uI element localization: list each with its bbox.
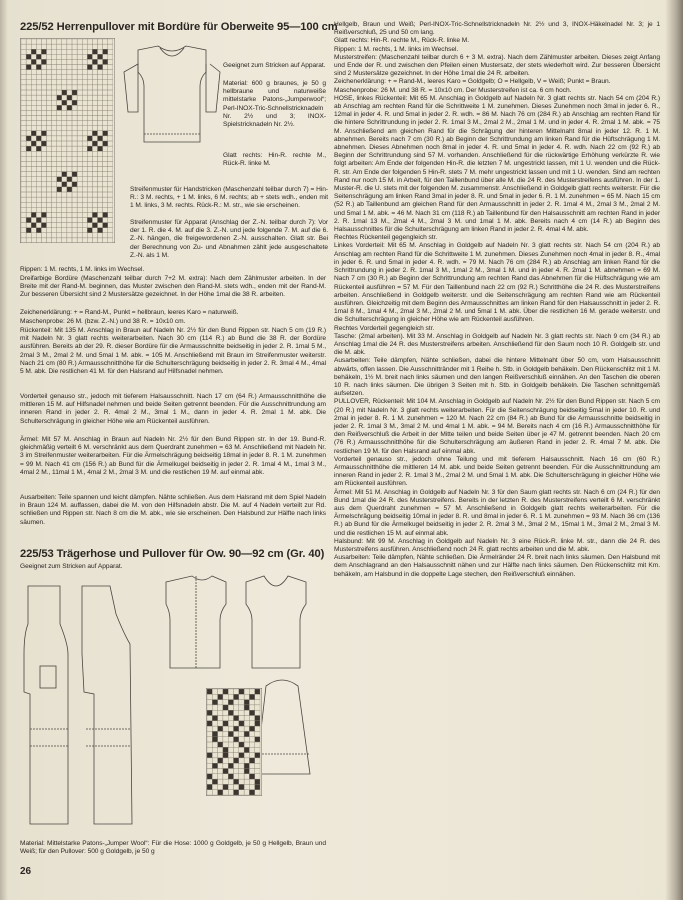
chart-cell xyxy=(255,784,260,789)
chart-cell xyxy=(207,689,212,694)
chart-cell xyxy=(218,694,223,699)
chart-cell xyxy=(239,753,244,758)
chart-cell xyxy=(92,141,97,146)
chart-cell xyxy=(228,763,233,768)
section1-material: Material: 600 g braunes, je 50 g hellbraune und naturweiße mittelstarke Patons-„Jumperwool“; Perl-INOX-Tric-Schnellstricknadeln Nr. 2½ und 3; INOX-Spielstricknadeln Nr. 2½. xyxy=(223,80,326,129)
section2-intro: Geeignet zum Stricken auf Apparat. xyxy=(20,563,123,570)
sweater-schematic xyxy=(120,42,225,154)
chart-cell xyxy=(103,49,108,54)
chart-cell xyxy=(207,774,212,779)
chart-cell xyxy=(103,59,108,64)
chart-cell xyxy=(36,228,41,233)
chart-cell xyxy=(103,223,108,228)
page-number: 26 xyxy=(20,866,32,877)
chart-cell xyxy=(41,212,46,217)
chart-cell xyxy=(26,228,31,233)
chart-cell xyxy=(31,141,36,146)
chart-cell xyxy=(92,49,97,54)
chart-cell xyxy=(218,790,223,795)
chart-cell xyxy=(62,172,67,177)
chart-cell xyxy=(67,105,72,110)
chart-cell xyxy=(103,141,108,146)
chart-cell xyxy=(87,218,92,223)
chart-cell xyxy=(87,65,92,70)
chart-cell xyxy=(239,784,244,789)
chart-cell xyxy=(234,716,239,721)
border-stitch-chart xyxy=(20,38,115,243)
chart-cell xyxy=(255,716,260,721)
chart-cell xyxy=(223,705,228,710)
chart-cell xyxy=(36,65,41,70)
chart-cell xyxy=(234,694,239,699)
overall-schematic xyxy=(20,574,330,839)
section-title-225-53: 225/53 Trägerhose und Pullover für Ow. 90—92 cm (Gr. 40) xyxy=(20,548,325,560)
chart-cell xyxy=(255,753,260,758)
section1-rippen: Rippen: 1 M. rechts, 1 M. links im Wechsel. xyxy=(20,266,145,273)
chart-cell xyxy=(244,731,249,736)
sweater-schematic-drawing xyxy=(120,42,225,154)
border-stitch-chart-grid xyxy=(20,38,115,243)
chart-cell xyxy=(228,700,233,705)
section1-rueckenteil: Rückenteil: Mit 135 M. Anschlag in Braun auf Nadeln Nr. 2½ für den Bund Rippen str. Nach 5 cm (19 R.) mit Nadeln Nr. 3 glatt rechts weiterarbeiten. Nach 30 cm (114 R.) ab Bund die 38 R. der Bordüre ausführen. Bereits ab der 29. R. dieser Bordüre für die Armausschnitte beidseitig in jeder 2. R. 1mal 5 M., 2mal 3 M., 2mal 2 M. und 5mal 1 M. abk. = 105 M. Anschließend mit Braun im Streifenmuster weiterstr. Nach 21 cm (80 R.) Armausschnitthöhe für die Schulterschrägung beidseitig in jeder 2. R. 3mal 4 M., 4mal 5 M. abk. Die restlichen 41 M. für den Halsrand auf Hilfsnadel nehmen. xyxy=(20,327,326,376)
chart-cell xyxy=(103,212,108,217)
chart-cell xyxy=(31,223,36,228)
chart-cell xyxy=(92,212,97,217)
section1-streifen-apparat: Streifenmuster für Apparat (Anschlag der Z.-N. teilbar durch 7): Vor der 1. R. die 4. M. auf die 3. Z.-N. und jede folgende 7. M. auf die 6. Z.-N. hängen, die freigewordenen Z.-N. ausschalten. Glatt str. Bei der Berechnung von Zu- und Abnahmen zählt jede ausgeschaltete Z.-N. als 1 M. xyxy=(130,219,328,259)
chart-cell xyxy=(212,731,217,736)
chart-cell xyxy=(31,49,36,54)
chart-cell xyxy=(249,726,254,731)
chart-cell xyxy=(207,721,212,726)
section2-material: Material: Mittelstarke Patons-„Jumper Wool“: Für die Hose: 1000 g Goldgelb, je 50 g Hellgelb, Braun und Weiß; für den Pullover: 500 g Goldgelb, je 50 g xyxy=(20,840,326,856)
chart-cell xyxy=(207,784,212,789)
chart-cell xyxy=(62,100,67,105)
chart-cell xyxy=(57,177,62,182)
chart-cell xyxy=(67,187,72,192)
chart-cell xyxy=(26,54,31,59)
chart-cell xyxy=(228,710,233,715)
chart-cell xyxy=(62,90,67,95)
right-column-text: Hellgelb, Braun und Weiß; Perl-INOX-Tric-Schnellstricknadeln Nr. 2½ und 3, INOX-Häkelnadel Nr. 3; je 1 Reißverschluß, 25 und 50 cm lang. Glatt rechts: Hin-R. rechte M., Rück-R. linke M. Rippen: 1 M. rechts, 1 M. links im Wechsel. Musterstreifen: (Maschenzahl teilbar durch 6 + 3 M. extra). Nach dem Zählmuster arbeiten. Dieses zeigt Anfang und Ende der R. und zwischen den Pfeilen einen Mustersatz, der stets wiederholt wird. Zur besseren Übersicht sind 2 Mustersätze gezeichnet. In der Höhe 1mal die 24 R. arbeiten. Zeichenerklärung: + = Rand-M., leeres Karo = Goldgelb; O = Hellgelb, V = Weiß; Punkt = Braun. Maschenprobe: 26 M. und 38 R. = 10x10 cm. Der Musterstreifen ist ca. 6 cm hoch. HOSE, linkes Rückenteil: Mit 65 M. Anschlag in Goldgelb auf Nadeln Nr. 3 glatt rechts str. Nach 54 cm (204 R.) ab Anschlag am rechten Rand für die Schrittweite 1 M. zunehmen. Dieses Zunehmen noch 3mal in jeder 6. R., 12mal in jeder 4. R. und 5mal in jeder 2. R. wdh. = 86 M. Nach 76 cm (284 R.) ab Anschlag am rechten Rand für die hintere Schrittrundung in jeder 2. R. 1mal 3 M., 2mal 2 M., 2mal 1 M. und in jeder 4. R. 2mal 1 M. abk. = 75 M. Anschließend am gleichen Rand für die Schrägung der hinteren Mittelnaht 8mal in jeder 12. R. 1 M. abnehmen. Bereits nach 7 cm (30 R.) ab Beginn der Schrittrundung am linken Rand für die Hüftschrägung 1 M. abnehmen. Dieses Abnehmen noch 8mal in jeder 4. R. und 5mal in jeder 4. R. wdh. Nach 22 cm (92 R.) ab Beginn der Schrittrundung sind 57 M. vorhanden. Anschließend für die rückwärtige Erhöhung verkürzte R. wie folgt arbeiten: Am Ende der folgenden Hin-R. die letzten 7 M. ungestrickt lassen, mit 1 U. wenden und die Rück-R. str. Am Ende der folgenden 5 Hin-R. stets 7 M. mehr ungestrickt lassen und mit 1 U. wenden. Sind am rechten Rand nur noch 15 M. in Arbeit, für den Taillenbund über alle M. die 24 R. des Musterstreifens ausführen. In der 1. Muster-R. die U. stets mit der folgenden M. zusammenstr. Anschließend in Goldgelb glatt rechts weiterstr. Für die Seitenschrägung am linken Rand 3mal in jeder 8. R. und 5mal in jeder 6. R. 1 M. zunehmen = 65 M. Nach 15 cm (52 R.) ab Taillenbund am gleichen Rand für den Armausschnitt in jeder 2. R. 1mal 4 M., 2mal 3 M., 2mal 2 M. und 5mal 1 M. abk. = 46 M. Nach 31 cm (118 R.) ab Taillenbund für den Halsausschnitt am rechten Rand in jeder 2. R. 1mal 13 M., 2mal 4 M., 2mal 3 M. und 1mal 1 M. abk. Bereits nach 4 cm (14 R.) ab Beginn des Halsausschnittes für die Schulterschrägung am linken Rand in jeder 2. R. 4mal 4 M. abk. Rechtes Rückenteil gegengleich str. Linkes Vorderteil: Mit 65 M. Anschlag in Goldgelb auf Nadeln Nr. 3 glatt rechts str. Nach 54 cm (204 R.) ab Anschlag am rechten Rand für die Schrittweite 1 M. zunehmen. Dieses Zunehmen noch 4mal in jeder 8. R., 4mal in jeder 6. R. und 5mal in jeder 4. R. wdh. = 79 M. Nach 76 cm (284 R.) ab Anschlag am linken Rand für die Schrittrundung in jeder 2. R. 1mal 3 M., 1mal 2 M., 3mal 1 M. und in jeder 4. R. 2mal 1 M. abnehmen = 69 M. Nach 7 cm (30 R.) ab Beginn der Schrittrundung am rechten Rand das Abnehmen für die Hüftschrägung wie am Rückenteil ausführen = 57 M. Für den Taillenbund nach 22 cm (92 R.) Schritthöhe die 24 R. des Musterstreifens arbeiten. Anschließend in Goldgelb weiterstr. und die Seitenschrägung am rechten Rand wie am Rückenteil ausführen. Gleichzeitig mit dem Beginn des Armausschnittes am linken Rand für den Halsausschnitt in jeder 2. R. 1mal 8 M., 1mal 4 M., 2mal 3 M., 2mal 2 M. und 5mal 1 M. abk. Über die restlichen 16 M. gerade weiterstr. und die Schulterschrägung in gleicher Höhe wie am Rückenteil ausführen. Rechtes Vorderteil gegengleich str. Tasche: (2mal arbeiten). Mit 33 M. Anschlag in Goldgelb auf Nadeln Nr. 3 glatt rechts str. Nach 9 cm (34 R.) ab Anschlag 1mal die 24 R. des Musterstreifens arbeiten. Anschließend für den Saum noch 10 R. Goldgelb str. und die M. abk. Ausarbeiten: Teile dämpfen, Nähte schließen, dabei die hintere Mittelnaht über 50 cm, vom Halsausschnitt abwärts, offen lassen. Die Ausschnittränder mit 1 Reihe h. Stb. in Goldgelb behäkeln. Den Rückenschlitz mit 1 M. behäkeln, 1½ M. breit nach links säumen und den langen Reißverschluß einnähen. An den Taschen die oberen 10 R. nach links säumen. Die übrigen 3 Seiten mit h. Stb. in Goldgelb behäkeln. Die Taschen schnittgemäß aufsetzen. PULLOVER, Rückenteil: Mit 104 M. Anschlag in Goldgelb auf Nadeln Nr. 2½ für den Bund Rippen str. Nach 5 cm (20 R.) mit Nadeln Nr. 3 glatt rechts weiterarbeiten. Für die Seitenschrägung beidseitig 5mal in jeder 10. R. und 2mal in jeder 8. R. 1 M. zunehmen = 120 M. Nach 22 cm (84 R.) ab Bund für die Armausschnitte beidseitig in jeder 2. R. 1mal 3 M., 3mal 2 M. und 4mal 1 M. abk. = 94 M. Bereits nach 4 cm (16 R.) Armausschnitthöhe für den Reißverschluß die Arbeit in der Mitte teilen und beide Seiten über je 47 M. getrennt beenden. Nach 20 cm (76 R.) Armausschnitthöhe für die Schulterschrägung am äußeren Rand in jeder 2. R. 4mal 7 M. abk. Die restlichen 19 M. für den Halsrand auf einmal abk. Vorderteil genauso str., jedoch ohne Teilung und mit tieferem Halsausschnitt. Nach 16 cm (60 R.) Armausschnitthöhe die mittleren 14 M. abk. und beide Seiten getrennt beenden. Für die Ausschnittrundung am inneren Rand in jeder 2. R. 1mal 3 M., 2mal 2 M. und 5mal 1 M. abk. Die Schulterschrägung in gleicher Höhe wie am Rückenteil ausführen. Ärmel: Mit 51 M. Anschlag in Goldgelb auf Nadeln Nr. 3 für den Saum glatt rechts str. Nach 6 cm (24 R.) für den Bund 1mal die 24 R. des Musterstreifens. Bereits in der letzten R. des Musterstreifens verteilt 6 M. verschränkt aus dem Querdraht zunehmen = 57 M. Anschließend in Goldgelb glatt rechts weiterarbeiten. Für die Ärmelschrägung beidseitig 10mal in jeder 8. R. und 8mal in jeder 6. R. 1 M. zunehmen = 93 M. Nach 36 cm (136 R.) ab Bund für die Ärmelkugel beidseitig in jeder 2. R. 2mal 3 M., 3mal 2 M., 15mal 1 M., 3mal 2 M., 2mal 3 M. und die restlichen 15 M. auf einmal abk. Halsbund: Mit 99 M. Anschlag in Goldgelb auf Nadeln Nr. 3 eine Rück-R. linke M. str., dann die 24 R. des Musterstreifens ausführen. Anschließend noch 24 R. glatt rechts arbeiten und die M. abk. Ausarbeiten: Teile dämpfen, Nähte schließen. Die Ärmelränder 24 R. breit nach links säumen. Den Halsbund mit dem Anschlagrand an den Halsausschnitt nähen und zur Hälfte nach links säumen. Den Rückenschlitz mit Km. behäkeln, am Halsbund in die doppelte Lage stechen, den Reißverschluß einnähen. xyxy=(334,21,660,578)
chart-cell xyxy=(41,223,46,228)
chart-cell xyxy=(244,769,249,774)
chart-cell xyxy=(103,131,108,136)
chart-cell xyxy=(249,758,254,763)
chart-cell xyxy=(212,763,217,768)
chart-cell xyxy=(223,721,228,726)
chart-cell xyxy=(41,59,46,64)
chart-cell xyxy=(57,105,62,110)
chart-cell xyxy=(36,146,41,151)
section-title-225-52: 225/52 Herrenpullover mit Bordüre für Oberweite 95—100 cm xyxy=(20,21,338,33)
chart-cell xyxy=(223,769,228,774)
chart-cell xyxy=(228,731,233,736)
chart-cell xyxy=(207,753,212,758)
section1-ausarbeiten: Ausarbeiten: Teile spannen und leicht dämpfen. Nähte schließen. Aus dem Halsrand mit dem Spiel Nadeln in Braun 124 M. auffassen, dabei die M. von den Hilfsnadeln abstr. Die M. auf 4 Nadeln verteilt zur Rd. schließen und Rippen str. Nach 8 cm die M. abk., wie sie erscheinen. Den Halsbund zur Hälfte nach links säumen. xyxy=(20,494,326,526)
page-shadow-right xyxy=(665,0,683,900)
chart-cell xyxy=(72,182,77,187)
stripe-stitch-chart-grid xyxy=(206,688,262,796)
chart-cell xyxy=(36,54,41,59)
chart-cell xyxy=(249,790,254,795)
chart-cell xyxy=(255,721,260,726)
chart-cell xyxy=(72,100,77,105)
section1-glatt-rechts: Glatt rechts: Hin-R. rechte M., Rück-R. linke M. xyxy=(223,152,326,168)
chart-cell xyxy=(239,742,244,747)
chart-cell xyxy=(98,65,103,70)
chart-cell xyxy=(249,774,254,779)
chart-cell xyxy=(92,131,97,136)
chart-cell xyxy=(207,710,212,715)
chart-cell xyxy=(41,131,46,136)
section1-maschenprobe: Maschenprobe: 26 M. (bzw. Z.-N.) und 38 R. = 10x10 cm. xyxy=(20,318,186,325)
section1-intro: Geeignet zum Stricken auf Apparat. xyxy=(223,62,326,69)
chart-cell xyxy=(255,737,260,742)
chart-cell xyxy=(244,705,249,710)
section1-aermel: Ärmel: Mit 57 M. Anschlag in Braun auf Nadeln Nr. 2½ für den Bund Rippen str. In der 19. Bund-R. gleichmäßig verteilt 6 M. verschränkt aus dem Querdraht zunehmen = 63 M. Anschließend mit Nadeln Nr. 3 im Streifenmuster weiterarbeiten. Für die Ärmelschrägung beidseitig 18mal in jeder 8. R. 1 M. zunehmen = 99 M. Nach 41 cm (156 R.) ab Bund für die Ärmelkugel beidseitig in jeder 2. R. 1mal 4 M., 1mal 3 M., 4mal 2 M., 11mal 1 M., 4mal 2 M., 2mal 3 M. und die restlichen 19 M. auf einmal abk. xyxy=(20,436,326,476)
chart-cell xyxy=(57,187,62,192)
chart-cell xyxy=(98,54,103,59)
chart-cell xyxy=(249,694,254,699)
chart-cell xyxy=(26,136,31,141)
chart-cell xyxy=(212,716,217,721)
chart-cell xyxy=(41,141,46,146)
chart-cell xyxy=(255,689,260,694)
chart-cell xyxy=(244,700,249,705)
chart-cell xyxy=(234,779,239,784)
chart-cell xyxy=(87,136,92,141)
chart-cell xyxy=(31,131,36,136)
chart-cell xyxy=(223,689,228,694)
chart-cell xyxy=(98,228,103,233)
chart-cell xyxy=(212,700,217,705)
chart-cell xyxy=(234,790,239,795)
chart-cell xyxy=(92,59,97,64)
chart-cell xyxy=(92,223,97,228)
chart-cell xyxy=(212,779,217,784)
chart-cell xyxy=(36,136,41,141)
overall-and-pullover-schematics xyxy=(20,574,330,839)
chart-cell xyxy=(31,212,36,217)
section1-zeichenerklaerung: Zeichenerklärung: + = Rand-M., Punkt = hellbraun, leeres Karo = naturweiß. xyxy=(20,309,239,316)
chart-cell xyxy=(234,758,239,763)
chart-cell xyxy=(87,54,92,59)
chart-cell xyxy=(72,172,77,177)
chart-cell xyxy=(223,747,228,752)
chart-cell xyxy=(72,90,77,95)
chart-cell xyxy=(212,737,217,742)
chart-cell xyxy=(234,726,239,731)
chart-cell xyxy=(26,146,31,151)
chart-cell xyxy=(26,65,31,70)
chart-cell xyxy=(218,742,223,747)
chart-cell xyxy=(239,689,244,694)
chart-cell xyxy=(244,763,249,768)
chart-cell xyxy=(223,753,228,758)
chart-cell xyxy=(249,710,254,715)
section1-vorderteil: Vorderteil genauso str., jedoch mit tieferem Halsausschnitt. Nach 17 cm (64 R.) Armausschnitthöhe die mittleren 15 M. auf Hilfsnadel nehmen und beide Seiten getrennt beenden. Für die Ausschnittrundung am inneren Rand in jeder 2. R. 4mal 2 M., 3mal 1 M., dann in jeder 4. R. 2mal 1 M. abk. Die Schulterschrägung in gleicher Höhe wie am Rückenteil ausführen. xyxy=(20,393,326,425)
section1-bordure: Dreifarbige Bordüre (Maschenzahl teilbar durch 7+2 M. extra): Nach dem Zählmuster arbeiten. In der Breite mit der Rand-M. beginnen, das Muster zwischen den Rand-M. stets wdh., enden mit der Rand-M. Zur besseren Übersicht sind 2 Mustersätze gezeichnet. In der Höhe 1mal die 38 R. arbeiten. xyxy=(20,275,326,299)
page-shadow-left xyxy=(0,0,8,900)
section1-streifen-hand: Streifenmuster für Handstricken (Maschenzahl teilbar durch 7) = Hin-R.: 3 M. rechts, + 1 M. links, 6 M. rechts; ab + stets wdh., enden mit 1 M. links, 3 M. rechts. Rück-R.: M. str., wie sie erscheinen. xyxy=(130,186,328,210)
chart-cell xyxy=(87,228,92,233)
chart-cell xyxy=(218,758,223,763)
chart-cell xyxy=(98,218,103,223)
chart-cell xyxy=(36,218,41,223)
stripe-stitch-chart xyxy=(206,688,262,796)
chart-cell xyxy=(98,136,103,141)
chart-cell xyxy=(26,218,31,223)
chart-cell xyxy=(234,737,239,742)
chart-cell xyxy=(239,721,244,726)
chart-cell xyxy=(31,59,36,64)
chart-cell xyxy=(244,747,249,752)
chart-cell xyxy=(62,182,67,187)
chart-cell xyxy=(98,146,103,151)
chart-cell xyxy=(223,784,228,789)
chart-cell xyxy=(255,779,260,784)
chart-cell xyxy=(87,146,92,151)
chart-cell xyxy=(228,774,233,779)
chart-cell xyxy=(41,49,46,54)
chart-cell xyxy=(67,177,72,182)
chart-cell xyxy=(218,726,223,731)
chart-cell xyxy=(57,95,62,100)
chart-cell xyxy=(67,95,72,100)
